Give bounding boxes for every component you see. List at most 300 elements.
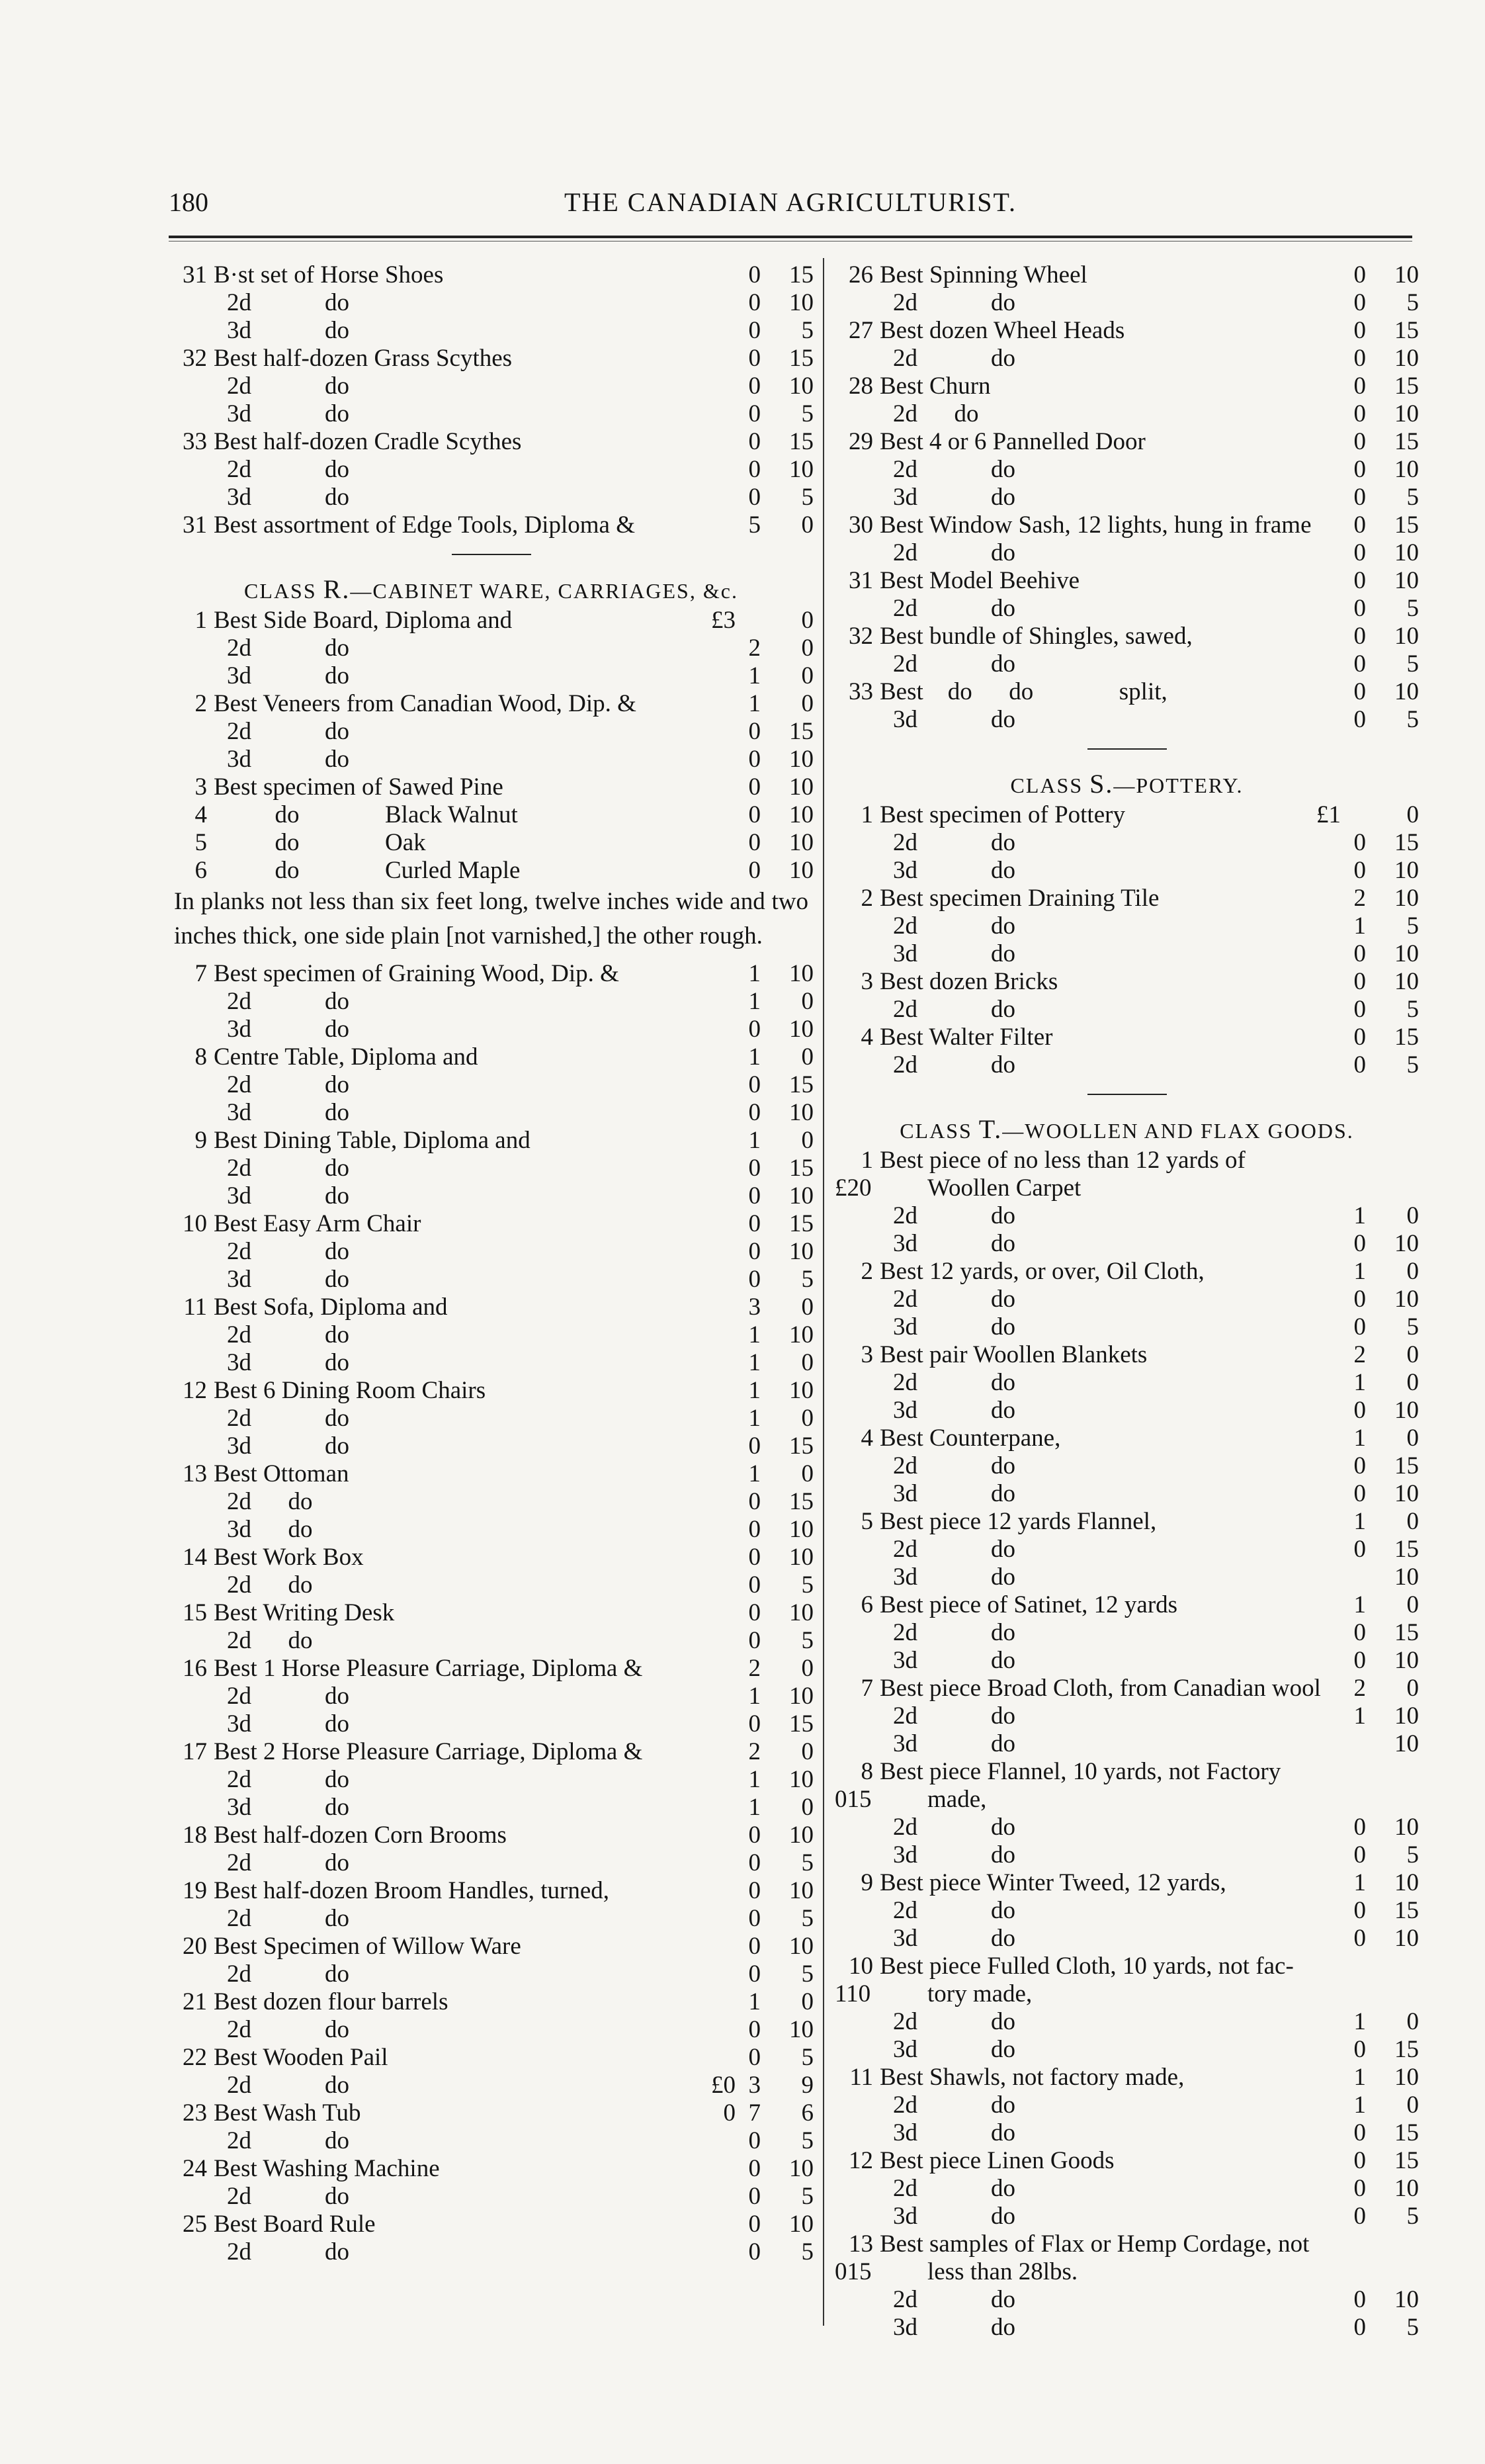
pounds: 0: [748, 484, 761, 511]
shillings: 15: [1394, 2036, 1419, 2063]
item-description: Centre Table, Diploma and: [214, 1043, 478, 1071]
prize-line: [169, 2238, 814, 2266]
item-description: Best piece of no less than 12 yards of: [880, 1147, 1246, 1174]
prize-line: [169, 607, 814, 635]
item-number: 25: [183, 2211, 207, 2238]
shillings: 0: [801, 1794, 814, 1821]
shillings: 15: [1394, 1452, 1419, 1479]
prize-line: [835, 2036, 1419, 2064]
currency-mark: £3: [711, 607, 736, 634]
item-description: 2d do: [893, 1814, 1015, 1841]
running-header: [169, 187, 1412, 226]
item-number: 12: [849, 2147, 873, 2174]
prize-line: [169, 1155, 814, 1182]
shillings: 10: [789, 1683, 814, 1710]
prize-line: [169, 773, 814, 801]
pounds: 0: [748, 345, 761, 372]
pounds: 0: [748, 1155, 761, 1182]
shillings: 10: [1394, 539, 1419, 566]
item-description: 2d do: [227, 1238, 349, 1265]
item-description: 2d do: [893, 1286, 1015, 1313]
prize-line: [835, 1619, 1419, 1647]
item-description: 2d do: [893, 829, 1015, 856]
item-description: 3d do: [893, 1925, 1015, 1952]
pounds: 0: [748, 829, 761, 856]
item-description: 2d do: [893, 650, 1015, 678]
pounds: 1: [1353, 1702, 1366, 1730]
item-description: 3d do: [227, 1266, 349, 1293]
pounds: 0: [1353, 511, 1366, 539]
pounds: 0: [748, 1516, 761, 1543]
shillings: 10: [1394, 1730, 1419, 1757]
item-number: 29: [849, 428, 873, 455]
item-description: 3d do: [227, 1349, 349, 1376]
shillings: 0: [801, 1349, 814, 1376]
shillings: 10: [789, 373, 814, 400]
pounds: 1: [748, 988, 761, 1015]
pounds: 2: [1353, 1341, 1366, 1368]
prize-line: [169, 373, 814, 400]
item-description: 3d do: [227, 1099, 349, 1126]
shillings: 0: [1406, 1369, 1419, 1396]
item-description: 2d do: [227, 1321, 349, 1348]
item-description: 3d do: [893, 2036, 1015, 2063]
shillings: 10: [1394, 400, 1419, 427]
prize-line: [835, 2230, 1419, 2258]
item-number: 4: [861, 1024, 873, 1051]
pounds: 0: [1353, 1397, 1366, 1424]
pounds: 0: [1353, 1286, 1366, 1313]
shillings: 10: [789, 801, 814, 828]
prize-line: [169, 1432, 814, 1460]
class-heading: [169, 572, 814, 607]
item-description: 2d do: [227, 2016, 349, 2043]
prize-line: [169, 428, 814, 456]
pounds: 0: [748, 1071, 761, 1098]
item-description: 3d do: [893, 940, 1015, 967]
item-number: 13: [183, 1460, 207, 1487]
shillings: 5: [801, 1627, 814, 1654]
prize-line: [835, 595, 1419, 623]
shillings: 0: [801, 662, 814, 689]
prize-line: [835, 484, 1419, 511]
prize-line: [169, 1238, 814, 1266]
item-description: Best specimen Draining Tile: [880, 885, 1160, 912]
item-number: 9: [194, 1127, 207, 1154]
pounds: 0: [748, 1099, 761, 1126]
pounds: 0: [1353, 289, 1366, 316]
pounds: 0: [1353, 1897, 1366, 1924]
class-heading: [835, 1112, 1419, 1147]
shillings: 9: [801, 2072, 814, 2099]
item-description: 2d do: [227, 635, 349, 662]
prize-line: [169, 1571, 814, 1599]
shillings: 10: [1394, 1647, 1419, 1674]
shillings: 15: [789, 1155, 814, 1182]
pounds: 1: [1353, 912, 1366, 940]
shillings: 10: [789, 1016, 814, 1043]
item-number: 32: [183, 345, 207, 372]
pounds: 0: [835, 2258, 847, 2285]
item-description: 2d do: [227, 1071, 349, 1098]
shillings: 5: [801, 2238, 814, 2266]
item-description: Best Work Box: [214, 1544, 364, 1571]
pounds: 0: [1353, 345, 1366, 372]
item-number: 31: [183, 261, 207, 288]
pounds: 1: [748, 1377, 761, 1404]
item-description: less than 28lbs.: [927, 2258, 1078, 2285]
item-description: 3d do: [227, 400, 349, 427]
item-number: 4: [861, 1425, 873, 1452]
pounds: 0: [1353, 1647, 1366, 1674]
shillings: 5: [801, 1571, 814, 1599]
item-description: 3d do: [227, 1516, 313, 1543]
shillings: 5: [1406, 1051, 1419, 1078]
pounds: 0: [1353, 857, 1366, 884]
prize-line: [835, 650, 1419, 678]
shillings: 0: [1406, 1591, 1419, 1618]
prize-line: [169, 1627, 814, 1655]
shillings: 10: [1394, 940, 1419, 967]
item-description: 2d do: [893, 456, 1015, 483]
item-number: 12: [183, 1377, 207, 1404]
pounds: 0: [1353, 400, 1366, 427]
prize-line-continuation: [835, 1980, 1419, 2008]
item-description: 2d do: [227, 2127, 349, 2154]
item-description: 2d do: [893, 996, 1015, 1023]
class-letter: R.: [323, 574, 351, 604]
item-description: 3d do: [227, 746, 349, 773]
item-number: 22: [183, 2044, 207, 2071]
prize-line: [835, 1647, 1419, 1675]
item-description: Best Ottoman: [214, 1460, 349, 1487]
prize-line: [835, 2314, 1419, 2342]
prize-line: [835, 1397, 1419, 1425]
pounds: 1: [748, 960, 761, 987]
pounds: 0: [748, 718, 761, 745]
item-number: 8: [194, 1043, 207, 1071]
class-heading-prefix: CLASS: [1010, 773, 1090, 797]
right-column: [835, 261, 1419, 2342]
item-number: 19: [183, 1877, 207, 1904]
prize-line: [835, 1258, 1419, 1286]
item-description: Best piece Flannel, 10 yards, not Factory: [880, 1758, 1281, 1785]
prize-line: [835, 1508, 1419, 1536]
prize-line: [835, 1758, 1419, 1786]
shillings: 5: [801, 1905, 814, 1932]
item-description: do Black Walnut: [214, 801, 518, 828]
item-description: 3d do: [227, 1794, 349, 1821]
prize-line: [835, 1341, 1419, 1369]
shillings: 0: [1406, 1202, 1419, 1229]
pounds: 0: [1353, 2286, 1366, 2313]
item-description: 2d do: [893, 595, 1015, 622]
pounds: 0: [748, 1933, 761, 1960]
shillings: 0: [801, 1294, 814, 1321]
item-description: 3d do: [893, 706, 1015, 733]
page-number: 180: [169, 187, 208, 217]
prize-line: [835, 1313, 1419, 1341]
shillings: 5: [801, 317, 814, 344]
shillings: 10: [1394, 1925, 1419, 1952]
prize-line: [169, 1016, 814, 1043]
prize-line: [835, 1814, 1419, 1841]
note-paragraph: In planks not less than six feet long, twelve inches wide and two inches thick, one side plain [not varnished,] the other rough.: [174, 888, 808, 949]
item-description: 2d do: [227, 1766, 349, 1793]
item-description: 3d do: [893, 1313, 1015, 1341]
pounds: 0: [1353, 1619, 1366, 1646]
shillings: 15: [1394, 373, 1419, 400]
prize-line: [169, 1099, 814, 1127]
shillings: 10: [789, 1377, 814, 1404]
pounds: 0: [1353, 2175, 1366, 2202]
prize-line: [169, 1127, 814, 1155]
item-description: Best do do split,: [880, 678, 1167, 705]
pounds: 0: [748, 773, 761, 801]
item-number: 30: [849, 511, 873, 539]
item-description: 2d do: [227, 2072, 349, 2099]
pounds: 0: [748, 1016, 761, 1043]
prize-line: [835, 261, 1419, 289]
pounds: 0: [748, 1822, 761, 1849]
pounds: 0: [748, 456, 761, 483]
shillings: 15: [847, 2258, 872, 2285]
prize-line: [169, 1655, 814, 1683]
prize-line: [169, 317, 814, 345]
pounds: 0: [748, 1627, 761, 1654]
item-description: do Curled Maple: [214, 857, 521, 884]
class-heading: [835, 767, 1419, 801]
shillings: 10: [789, 1599, 814, 1626]
shillings: 10: [1394, 1869, 1419, 1896]
prize-line: [835, 317, 1419, 345]
shillings: 0: [1406, 1341, 1419, 1368]
pounds: 1: [748, 1794, 761, 1821]
pounds: 0: [1353, 1051, 1366, 1078]
shillings: 15: [789, 718, 814, 745]
prize-line: [169, 1766, 814, 1794]
pounds: 0: [748, 1960, 761, 1988]
pounds: 0: [835, 1786, 847, 1813]
prize-line: [835, 1051, 1419, 1079]
shillings: 0: [801, 1405, 814, 1432]
shillings: 10: [789, 1516, 814, 1543]
item-number: 5: [194, 829, 207, 856]
prize-line: [835, 1230, 1419, 1258]
pounds: 0: [1353, 539, 1366, 566]
shillings: 0: [801, 511, 814, 539]
item-description: 2d do: [893, 1051, 1015, 1078]
item-description: 3d do: [227, 1432, 349, 1460]
item-number: 9: [861, 1869, 873, 1896]
header-rule-thin: [169, 241, 1412, 242]
item-description: 2d do: [227, 1155, 349, 1182]
item-number: 10: [183, 1210, 207, 1237]
item-description: 2d do: [893, 1619, 1015, 1646]
prize-line: [169, 746, 814, 773]
pounds: 1: [1353, 1591, 1366, 1618]
shillings: 15: [1394, 1897, 1419, 1924]
item-number: 1: [861, 801, 873, 828]
shillings: 15: [1394, 317, 1419, 344]
item-description: 3d do: [227, 317, 349, 344]
shillings: 10: [1394, 857, 1419, 884]
prize-line: [169, 960, 814, 988]
item-description: 2d do: [893, 912, 1015, 940]
item-description: Best 2 Horse Pleasure Carriage, Diploma &: [214, 1738, 643, 1765]
shillings: 5: [801, 2127, 814, 2154]
prize-line: [835, 2008, 1419, 2036]
pounds: 0: [748, 1266, 761, 1293]
shillings: 10: [1394, 2064, 1419, 2091]
shillings: 15: [789, 345, 814, 372]
shillings: 0: [1406, 801, 1419, 828]
prize-line: [835, 1591, 1419, 1619]
item-description: 2d do: [893, 2008, 1015, 2035]
item-description: Best dozen Wheel Heads: [880, 317, 1125, 344]
item-description: Best Veneers from Canadian Wood, Dip. &: [214, 690, 636, 717]
prize-line: [835, 1897, 1419, 1925]
item-description: 3d do: [893, 1730, 1015, 1757]
item-description: tory made,: [927, 1980, 1033, 2007]
shillings: 5: [801, 2183, 814, 2210]
shillings: 10: [789, 1182, 814, 1210]
item-description: Best assortment of Edge Tools, Diploma &: [214, 511, 635, 539]
pounds: 0: [1353, 567, 1366, 594]
prize-line: [835, 511, 1419, 539]
prize-line: [835, 940, 1419, 968]
pounds: 0: [748, 1210, 761, 1237]
item-number: 23: [183, 2099, 207, 2127]
class-heading-prefix: CLASS: [244, 579, 323, 603]
pounds: 2: [748, 1655, 761, 1682]
pounds: 2: [1353, 885, 1366, 912]
item-number: 18: [183, 1822, 207, 1849]
item-number: 11: [849, 2064, 873, 2091]
item-description: 2d do: [893, 539, 1015, 566]
item-description: 3d do: [893, 1480, 1015, 1507]
pounds: 0: [1353, 623, 1366, 650]
pounds: 1: [748, 1988, 761, 2015]
shillings: 10: [789, 829, 814, 856]
shillings: 10: [789, 1822, 814, 1849]
pounds: 0: [748, 1877, 761, 1904]
item-description: 2d do: [227, 1683, 349, 1710]
shillings: 0: [801, 1738, 814, 1765]
prize-line: [169, 2127, 814, 2155]
currency-mark: £1: [1316, 801, 1341, 828]
item-description: 2d do: [227, 2238, 349, 2266]
item-description: Best Model Beehive: [880, 567, 1080, 594]
pounds: 1: [1353, 1258, 1366, 1285]
pounds: 0: [1353, 2147, 1366, 2174]
item-description: Best Walter Filter: [880, 1024, 1053, 1051]
item-description: Best Counterpane,: [880, 1425, 1061, 1452]
item-description: 2d do: [893, 2286, 1015, 2313]
pounds: 1: [748, 662, 761, 689]
pounds: 1: [1353, 1425, 1366, 1452]
prize-line: [169, 718, 814, 746]
pounds: 0: [1353, 317, 1366, 344]
prize-line: [169, 2044, 814, 2072]
prize-line: [169, 801, 814, 829]
prize-line: [835, 1869, 1419, 1897]
item-number: 3: [861, 968, 873, 995]
item-description: Best 1 Horse Pleasure Carriage, Diploma &: [214, 1655, 643, 1682]
item-number: 33: [183, 428, 207, 455]
item-description: Best samples of Flax or Hemp Cordage, not: [880, 2230, 1310, 2258]
pounds: 0: [748, 428, 761, 455]
pounds: 0: [1353, 968, 1366, 995]
prize-line: [835, 1480, 1419, 1508]
prize-line: [835, 996, 1419, 1024]
item-description: 2d do: [893, 1897, 1015, 1924]
item-description: do Oak: [214, 829, 426, 856]
shillings: 10: [1394, 1397, 1419, 1424]
item-description: 2d do: [893, 289, 1015, 316]
shillings: 5: [801, 400, 814, 427]
pounds: 1: [748, 1683, 761, 1710]
pounds: 1: [748, 690, 761, 717]
prize-line: [835, 678, 1419, 706]
shillings: 15: [1394, 2147, 1419, 2174]
item-number: 1: [861, 1147, 873, 1174]
pounds: 0: [1353, 2036, 1366, 2063]
prize-line: [835, 1024, 1419, 1051]
shillings: 5: [1406, 2203, 1419, 2230]
prize-line: [169, 1460, 814, 1488]
shillings: 5: [801, 1849, 814, 1876]
class-heading-prefix: CLASS: [900, 1119, 979, 1143]
shillings: 10: [789, 1099, 814, 1126]
pounds: 0: [1353, 1230, 1366, 1257]
prize-line: [169, 1266, 814, 1294]
prize-line: [169, 2155, 814, 2183]
pounds: 0: [1353, 2203, 1366, 2230]
shillings: 10: [1394, 678, 1419, 705]
prize-line: [169, 1377, 814, 1405]
prize-line: [169, 1877, 814, 1905]
prize-line: [835, 1563, 1419, 1591]
prize-line: [835, 289, 1419, 317]
prize-line: [169, 2099, 814, 2127]
item-description: Best Writing Desk: [214, 1599, 395, 1626]
pounds: 0: [1353, 1313, 1366, 1341]
item-number: 6: [194, 857, 207, 884]
prize-line: [835, 456, 1419, 484]
pounds: 0: [1353, 1452, 1366, 1479]
pounds: 0: [748, 1182, 761, 1210]
item-description: Best Wash Tub: [214, 2099, 361, 2127]
item-description: Best piece Linen Goods: [880, 2147, 1115, 2174]
shillings: 5: [801, 2044, 814, 2071]
item-number: 16: [183, 1655, 207, 1682]
prize-line: [169, 1822, 814, 1849]
shillings: 10: [1394, 261, 1419, 288]
item-description: 2d do: [227, 718, 349, 745]
item-description: Best piece Fulled Cloth, 10 yards, not fac-: [880, 1953, 1294, 1980]
item-number: 17: [183, 1738, 207, 1765]
pounds: 0: [748, 2183, 761, 2210]
prize-line: [835, 623, 1419, 650]
shillings: 15: [1394, 1024, 1419, 1051]
shillings: 0: [1406, 1258, 1419, 1285]
currency-mark: £2: [835, 1174, 859, 1202]
prize-amount: [835, 2258, 872, 2285]
item-description: Best Board Rule: [214, 2211, 376, 2238]
item-description: B·st set of Horse Shoes: [214, 261, 444, 288]
prize-line: [169, 1988, 814, 2016]
